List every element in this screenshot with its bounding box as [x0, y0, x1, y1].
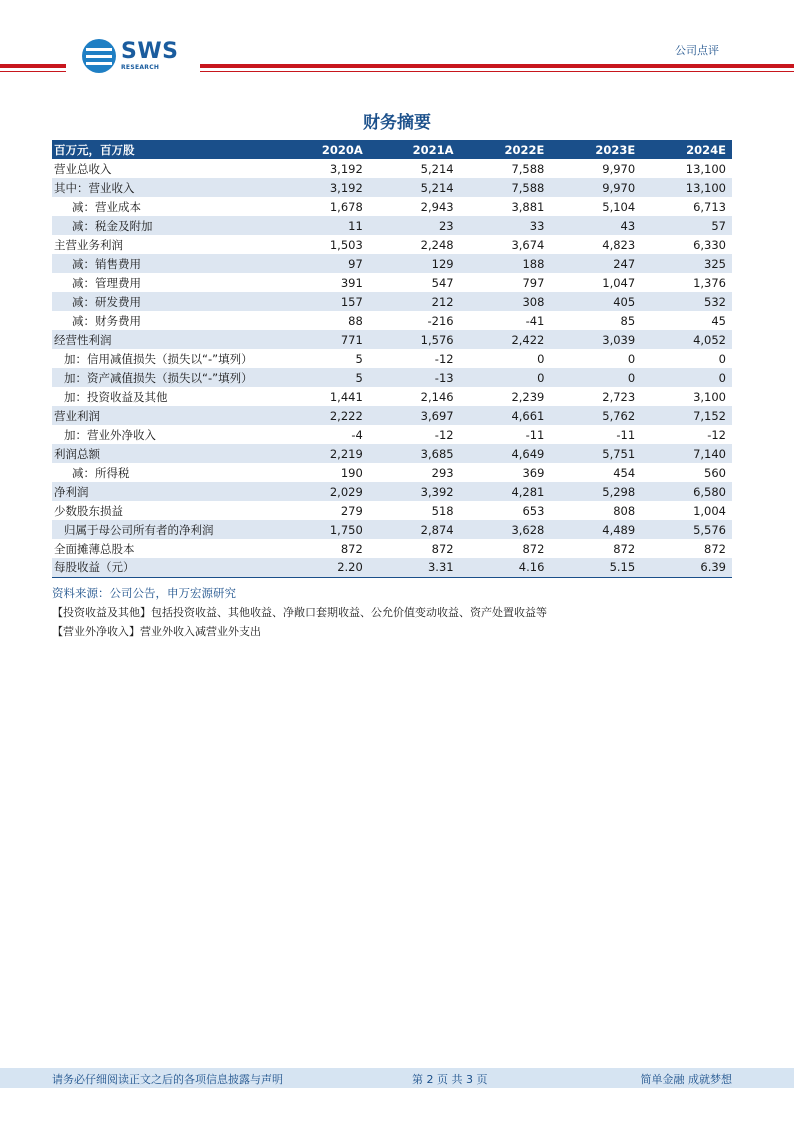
table-notes	[52, 584, 547, 641]
cell-value: 4,823	[602, 237, 636, 252]
cell-value: 5,576	[641, 520, 732, 539]
cell-value: 1,750	[278, 520, 369, 539]
cell-value: 4,661	[460, 406, 551, 425]
table-row	[52, 368, 732, 387]
cell-value: 45	[711, 313, 726, 328]
cell-value: 4,052	[641, 330, 732, 349]
cell-value: 1,047	[602, 275, 636, 290]
table-row	[52, 197, 732, 216]
cell-value: 3.31	[369, 558, 460, 577]
row-label: 归属于母公司所有者的净利润	[52, 520, 278, 539]
company-logo	[82, 38, 202, 74]
page-title: 财务摘要	[363, 113, 431, 133]
cell-value: 0	[641, 368, 732, 387]
cell-value: 3,039	[550, 330, 641, 349]
header-rule-left-thin	[0, 71, 66, 72]
cell-value: 3,674	[511, 237, 545, 252]
data-source-note: 资料来源：公司公告，申万宏源研究	[52, 586, 236, 600]
cell-value: 2,239	[511, 389, 545, 404]
cell-value: 1,376	[693, 275, 726, 290]
cell-value: 23	[369, 216, 460, 235]
cell-value: 2.20	[278, 558, 369, 577]
cell-value: 5,298	[550, 482, 641, 501]
cell-value: 2,146	[420, 389, 454, 404]
table-row	[52, 159, 732, 178]
cell-value: 11	[278, 216, 369, 235]
cell-value: -12	[434, 427, 454, 442]
cell-value: 4,489	[550, 520, 641, 539]
cell-value: 88	[348, 313, 363, 328]
cell-value: 2,029	[278, 482, 369, 501]
cell-value: 293	[431, 465, 454, 480]
cell-value: -13	[369, 368, 460, 387]
cell-value: 2,219	[278, 444, 369, 463]
cell-value: 5,762	[550, 406, 641, 425]
cell-value: 4.16	[460, 558, 551, 577]
cell-value: 5.15	[550, 558, 641, 577]
row-label: 加：信用减值损失（损失以“-”填列）	[64, 351, 253, 366]
cell-value: 797	[522, 275, 545, 290]
cell-value: 1,441	[329, 389, 363, 404]
header-rule-left	[0, 64, 66, 68]
cell-value: -12	[434, 351, 454, 366]
table-row	[52, 444, 732, 463]
cell-value: 391	[340, 275, 363, 290]
table-row	[52, 292, 732, 311]
cell-value: 279	[340, 503, 363, 518]
cell-value: 7,588	[511, 161, 545, 176]
cell-value: 1,503	[329, 237, 363, 252]
cell-value: 13,100	[685, 161, 726, 176]
cell-value: 190	[340, 465, 363, 480]
cell-value: 0	[627, 351, 636, 366]
cell-value: 2,723	[602, 389, 636, 404]
table-row	[52, 216, 732, 235]
table-row	[52, 520, 732, 539]
cell-value: -12	[707, 427, 726, 442]
cell-value: 1,678	[329, 199, 363, 214]
cell-value: 872	[522, 541, 545, 556]
cell-value: 5	[278, 368, 369, 387]
cell-value: 518	[431, 503, 454, 518]
cell-value: 405	[550, 292, 641, 311]
row-label: 减：研发费用	[52, 292, 278, 311]
cell-value: 2,248	[420, 237, 454, 252]
table-row	[52, 482, 732, 501]
row-label: 净利润	[52, 482, 278, 501]
cell-value: 3,100	[693, 389, 726, 404]
cell-value: 97	[278, 254, 369, 273]
cell-value: 547	[431, 275, 454, 290]
cell-value: 2,422	[460, 330, 551, 349]
cell-value: -11	[525, 427, 545, 442]
cell-value: 3,392	[369, 482, 460, 501]
footer-slogan: 简单金融 成就梦想	[640, 1073, 732, 1086]
table-row	[52, 273, 732, 292]
cell-value: 872	[340, 541, 363, 556]
cell-value: 5,104	[602, 199, 636, 214]
cell-value: 2,943	[420, 199, 454, 214]
table-header-year: 2024E	[641, 140, 732, 159]
table-row	[52, 178, 732, 197]
header-rule-right	[200, 64, 794, 68]
cell-value: 2,874	[369, 520, 460, 539]
table-header-year: 2020A	[278, 140, 369, 159]
row-label: 加：投资收益及其他	[64, 389, 168, 404]
non-operating-income-note: 【营业外净收入】营业外收入减营业外支出	[52, 625, 261, 638]
table-row	[52, 425, 732, 444]
cell-value: 872	[431, 541, 454, 556]
table-row	[52, 501, 732, 520]
row-label: 利润总额	[52, 444, 278, 463]
table-row	[52, 406, 732, 425]
cell-value: 6.39	[641, 558, 732, 577]
cell-value: 5,214	[420, 161, 454, 176]
cell-value: 157	[278, 292, 369, 311]
cell-value: 4,649	[460, 444, 551, 463]
cell-value: 325	[641, 254, 732, 273]
cell-value: 454	[613, 465, 636, 480]
cell-value: 3,192	[278, 178, 369, 197]
cell-value: 85	[620, 313, 636, 328]
table-header-year: 2022E	[460, 140, 551, 159]
cell-value: 7,140	[641, 444, 732, 463]
cell-value: 771	[278, 330, 369, 349]
cell-value: 6,330	[693, 237, 726, 252]
report-type-tag: 公司点评	[675, 44, 719, 57]
row-label: 营业总收入	[54, 161, 112, 176]
cell-value: 5,751	[550, 444, 641, 463]
table-row	[52, 463, 732, 482]
row-label: 加：营业外净收入	[64, 427, 156, 442]
cell-value: 57	[641, 216, 732, 235]
row-label: 减：财务费用	[72, 313, 141, 328]
cell-value: 13,100	[641, 178, 732, 197]
cell-value: 7,588	[460, 178, 551, 197]
cell-value: 188	[460, 254, 551, 273]
row-label: 其中：营业收入	[52, 178, 278, 197]
cell-value: -4	[351, 427, 363, 442]
row-label: 减：销售费用	[52, 254, 278, 273]
row-label: 减：管理费用	[72, 275, 141, 290]
cell-value: 808	[613, 503, 636, 518]
table-row	[52, 387, 732, 406]
cell-value: 6,580	[641, 482, 732, 501]
cell-value: -11	[616, 427, 636, 442]
cell-value: 653	[522, 503, 545, 518]
table-row	[52, 349, 732, 368]
page-header	[0, 0, 794, 80]
table-row	[52, 330, 732, 349]
table-row	[52, 311, 732, 330]
cell-value: 7,152	[641, 406, 732, 425]
table-header-unit: 百万元，百万股	[52, 140, 278, 159]
cell-value: 308	[460, 292, 551, 311]
cell-value: 0	[550, 368, 641, 387]
cell-value: 1,576	[369, 330, 460, 349]
row-label: 减：所得税	[72, 465, 130, 480]
page-footer	[0, 1068, 794, 1088]
cell-value: 3,881	[511, 199, 545, 214]
row-label: 经营性利润	[52, 330, 278, 349]
page-number: 第 2 页 共 3 页	[412, 1073, 488, 1086]
table-header-year: 2021A	[369, 140, 460, 159]
financial-summary-table	[52, 140, 732, 578]
logo-subtitle: RESEARCH	[121, 64, 160, 71]
table-row	[52, 235, 732, 254]
cell-value: 0	[537, 351, 545, 366]
cell-value: 532	[641, 292, 732, 311]
cell-value: 0	[718, 351, 726, 366]
row-label: 加：资产减值损失（损失以“-”填列）	[52, 368, 278, 387]
table-row	[52, 539, 732, 558]
row-label: 减：营业成本	[72, 199, 141, 214]
cell-value: 6,713	[693, 199, 726, 214]
row-label: 每股收益（元）	[52, 558, 278, 577]
cell-value: 872	[613, 541, 636, 556]
footer-disclaimer: 请务必仔细阅读正文之后的各项信息披露与声明	[52, 1073, 283, 1086]
cell-value: 212	[369, 292, 460, 311]
table-header-year: 2023E	[550, 140, 641, 159]
cell-value: 33	[460, 216, 551, 235]
cell-value: 3,697	[369, 406, 460, 425]
cell-value: 5	[355, 351, 363, 366]
cell-value: 0	[460, 368, 551, 387]
investment-income-note: 【投资收益及其他】包括投资收益、其他收益、净敞口套期收益、公允价值变动收益、资产处置收益等	[52, 606, 547, 619]
table-row	[52, 254, 732, 273]
table-body	[52, 159, 732, 577]
cell-value: 3,628	[460, 520, 551, 539]
cell-value: 2,222	[278, 406, 369, 425]
row-label: 减：税金及附加	[52, 216, 278, 235]
cell-value: 9,970	[602, 161, 636, 176]
logo-emblem-icon	[82, 39, 116, 73]
cell-value: 129	[369, 254, 460, 273]
cell-value: -41	[525, 313, 545, 328]
cell-value: 4,281	[460, 482, 551, 501]
cell-value: 872	[704, 541, 726, 556]
row-label: 主营业务利润	[54, 237, 123, 252]
cell-value: 247	[550, 254, 641, 273]
row-label: 少数股东损益	[54, 503, 123, 518]
cell-value: 560	[704, 465, 726, 480]
table-header-row	[52, 140, 732, 159]
row-label: 营业利润	[52, 406, 278, 425]
table-row	[52, 558, 732, 577]
cell-value: 3,685	[369, 444, 460, 463]
cell-value: 9,970	[550, 178, 641, 197]
row-label: 全面摊薄总股本	[54, 541, 135, 556]
cell-value: 43	[550, 216, 641, 235]
cell-value: 5,214	[369, 178, 460, 197]
cell-value: 1,004	[693, 503, 726, 518]
logo-wordmark: SWS	[121, 39, 179, 64]
cell-value: 369	[522, 465, 545, 480]
cell-value: 3,192	[329, 161, 363, 176]
cell-value: -216	[427, 313, 454, 328]
header-rule-right-thin	[200, 71, 794, 72]
